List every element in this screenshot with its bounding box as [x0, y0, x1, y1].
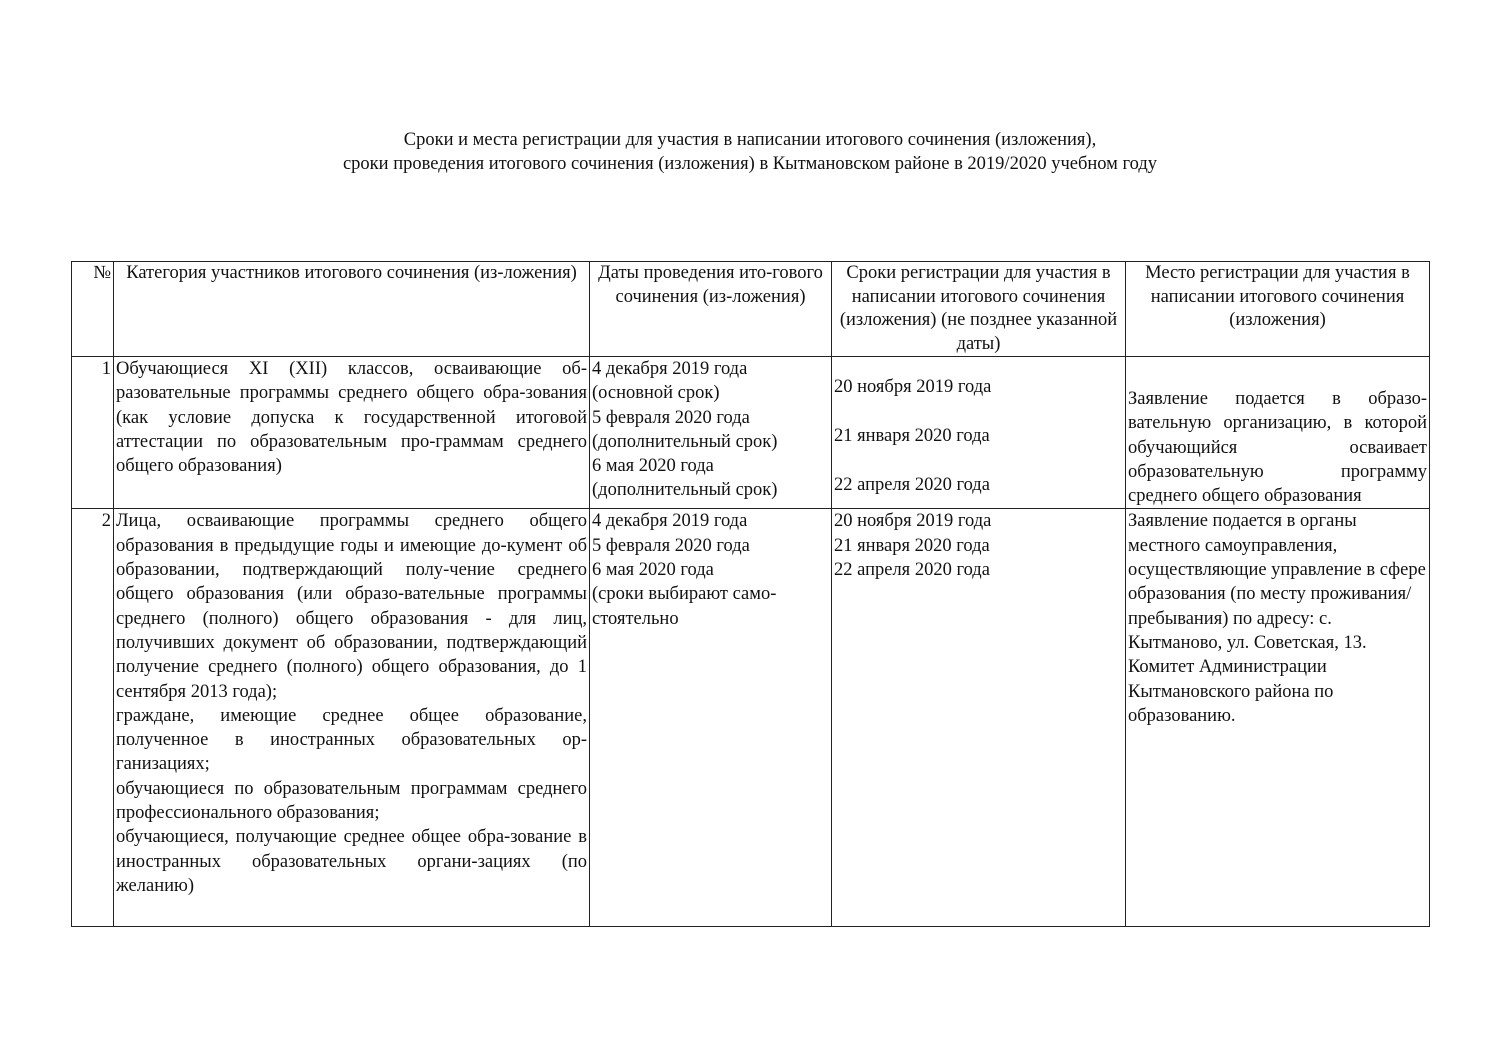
date-line: (дополнительный срок)	[592, 431, 778, 452]
row-registration	[832, 357, 1126, 509]
registration-date: 21 января 2020 года	[834, 425, 990, 446]
date-line: 4 декабря 2019 года	[592, 511, 748, 532]
category-paragraph: Лица, осваивающие программы среднего общего образования в предыдущие годы и имеющие до-кумент об образовании, подтверждающий полу-чение среднего общего образования (или образо-вательные программы среднего (полного) общего образования - для лиц, получивших документ об образовании, подтверждающий получение среднего (полного) общего образования, до 1 сентября 2013 года);	[116, 511, 587, 702]
registration-date: 21 января 2020 года	[834, 535, 990, 556]
title-line-1: Сроки и места регистрации для участия в написании итогового сочинения (изложения),	[403, 130, 1097, 150]
date-line: 6 мая 2020 года	[592, 456, 714, 477]
header-place: Место регистрации для участия в написании итогового сочинения (изложения)	[1126, 262, 1430, 357]
registration-date: 20 ноября 2019 года	[834, 511, 992, 532]
row-place: Заявление подается в образо-вательную организацию, в которой обучающийся осваивает образовательную программу среднего общего образования	[1126, 357, 1430, 509]
header-dates: Даты проведения ито-гового сочинения (из-ложения)	[590, 262, 832, 357]
row-place: Заявление подается в органы местного самоуправления, осуществляющие управление в сфере образования (по месту проживания/пребывания) по адресу: с. Кытманово, ул. Советская, 13. Комитет Администрации Кытмановского района по образованию.	[1126, 509, 1430, 927]
date-line: (основной срок)	[592, 383, 720, 404]
row-registration	[832, 509, 1126, 927]
registration-date: 20 ноября 2019 года	[834, 377, 992, 397]
registration-date: 22 апреля 2020 года	[834, 560, 990, 581]
date-line: 5 февраля 2020 года	[592, 535, 750, 556]
title-line-2: сроки проведения итогового сочинения (изложения) в Кытмановском районе в 2019/2020 учебном году	[342, 154, 1158, 174]
row-number: 2	[72, 509, 114, 927]
category-paragraph: граждане, имеющие среднее общее образование, полученное в иностранных образовательных ор-ганизациях;	[116, 705, 587, 775]
table-row	[72, 357, 1430, 509]
date-line: (сроки выбирают само-стоятельно	[592, 584, 777, 629]
header-number: №	[72, 262, 114, 357]
table-header-row	[72, 262, 1430, 357]
row-dates	[590, 357, 832, 509]
category-paragraph: обучающиеся по образовательным программам среднего профессионального образования;	[116, 778, 587, 824]
header-registration: Сроки регистрации для участия в написании итогового сочинения (изложения) (не позднее указанной даты)	[832, 262, 1126, 357]
date-line: (дополнительный срок)	[592, 480, 778, 501]
date-line: 4 декабря 2019 года	[592, 359, 748, 379]
registration-table	[71, 261, 1430, 927]
document-title	[0, 128, 1500, 176]
date-line: 5 февраля 2020 года	[592, 407, 750, 428]
row-category	[114, 509, 590, 927]
category-paragraph: обучающиеся, получающие среднее общее обра-зование в иностранных образовательных органи-зациях (по желанию)	[116, 827, 587, 896]
date-line: 6 мая 2020 года	[592, 560, 714, 581]
registration-date: 22 апреля 2020 года	[834, 474, 990, 495]
table-row	[72, 509, 1430, 927]
header-category: Категория участников итогового сочинения (из-ложения)	[114, 262, 590, 357]
row-category: Обучающиеся XI (XII) классов, осваивающие об-разовательные программы среднего общего обра-зования (как условие допуска к государственной итоговой аттестации по образовательным про-граммам среднего общего образования)	[114, 357, 590, 509]
row-number: 1	[72, 357, 114, 509]
row-dates	[590, 509, 832, 927]
